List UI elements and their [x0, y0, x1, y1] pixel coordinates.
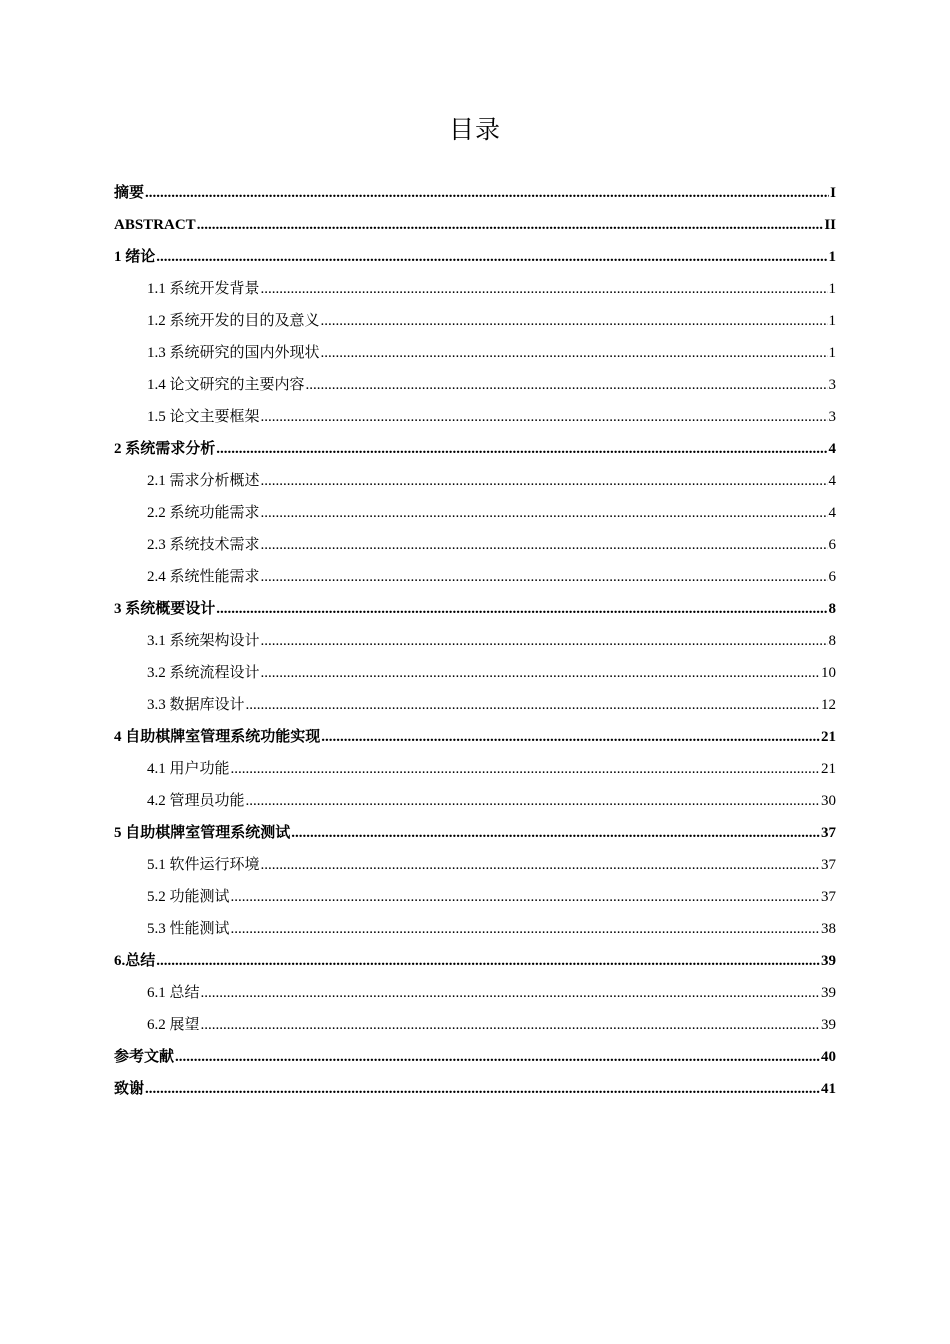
- toc-entry-title: 4.1 用户功能: [147, 761, 230, 777]
- toc-entry-title: 4.2 管理员功能: [147, 793, 245, 809]
- toc-entry[interactable]: [114, 497, 836, 529]
- toc-entry-title: 1.2 系统开发的目的及意义: [147, 313, 320, 329]
- toc-page-number: 39: [821, 1017, 836, 1033]
- dot-leader: [321, 721, 820, 753]
- toc-entry-title: 5 自助棋牌室管理系统测试: [114, 825, 291, 841]
- toc-entry-title: 2.4 系统性能需求: [147, 569, 260, 585]
- dot-leader: [175, 1041, 820, 1073]
- toc-page-number: II: [824, 217, 836, 233]
- toc-page-number: 38: [821, 921, 836, 937]
- toc-page-number: 39: [821, 953, 836, 969]
- toc-entry[interactable]: [114, 1009, 836, 1041]
- toc-entry-title: 3.1 系统架构设计: [147, 633, 260, 649]
- toc-entry[interactable]: [114, 337, 836, 369]
- dot-leader: [201, 1009, 820, 1041]
- dot-leader: [321, 337, 828, 369]
- toc-entry-title: 1.5 论文主要框架: [147, 409, 260, 425]
- dot-leader: [261, 273, 828, 305]
- toc-page-number: 8: [828, 601, 836, 617]
- toc-page-number: 37: [821, 857, 836, 873]
- toc-page-number: 10: [821, 665, 836, 681]
- toc-entry[interactable]: [114, 913, 836, 945]
- toc-entry[interactable]: [114, 177, 836, 209]
- dot-leader: [321, 305, 828, 337]
- toc-page-number: 1: [828, 249, 836, 265]
- dot-leader: [145, 177, 829, 209]
- toc-entry[interactable]: [114, 817, 836, 849]
- toc-page-number: 12: [821, 697, 836, 713]
- toc-page-number: 3: [828, 409, 836, 425]
- dot-leader: [231, 753, 820, 785]
- toc-page-number: 4: [828, 441, 836, 457]
- dot-leader: [261, 465, 828, 497]
- toc-entry-title: 参考文献: [114, 1049, 175, 1065]
- toc-entry[interactable]: [114, 849, 836, 881]
- toc-entry-title: 3.3 数据库设计: [147, 697, 245, 713]
- dot-leader: [156, 241, 827, 273]
- toc-entry[interactable]: [114, 977, 836, 1009]
- dot-leader: [145, 1073, 820, 1105]
- toc-page-number: 4: [828, 505, 836, 521]
- dot-leader: [197, 209, 824, 241]
- toc-entry[interactable]: [114, 881, 836, 913]
- toc-entry-title: 2.3 系统技术需求: [147, 537, 260, 553]
- dot-leader: [156, 945, 820, 977]
- dot-leader: [261, 657, 820, 689]
- dot-leader: [261, 625, 828, 657]
- toc-page-number: 30: [821, 793, 836, 809]
- toc-page-number: 1: [828, 281, 836, 297]
- dot-leader: [261, 849, 820, 881]
- toc-entry[interactable]: [114, 401, 836, 433]
- toc-entry-title: 2 系统需求分析: [114, 441, 216, 457]
- toc-entry[interactable]: [114, 561, 836, 593]
- toc-entry[interactable]: [114, 209, 836, 241]
- toc-page-number: 21: [821, 761, 836, 777]
- toc-entry-title: 5.2 功能测试: [147, 889, 230, 905]
- toc-entry-title: 1.4 论文研究的主要内容: [147, 377, 305, 393]
- toc-entry-title: 摘要: [114, 185, 145, 201]
- dot-leader: [216, 593, 827, 625]
- toc-entry[interactable]: [114, 785, 836, 817]
- toc-entry-title: ABSTRACT: [114, 217, 196, 233]
- toc-entry-title: 3 系统概要设计: [114, 601, 216, 617]
- toc-entry-title: 6.2 展望: [147, 1017, 200, 1033]
- toc-entry-title: 1.1 系统开发背景: [147, 281, 260, 297]
- toc-page-number: 1: [828, 313, 836, 329]
- toc-page-number: 8: [828, 633, 836, 649]
- toc-page-number: 1: [828, 345, 836, 361]
- toc-entry[interactable]: [114, 241, 836, 273]
- toc-page-number: 3: [828, 377, 836, 393]
- toc-entry[interactable]: [114, 657, 836, 689]
- toc-entry-title: 致谢: [114, 1081, 145, 1097]
- dot-leader: [261, 561, 828, 593]
- dot-leader: [246, 689, 820, 721]
- toc-entry[interactable]: [114, 273, 836, 305]
- toc-entry-title: 5.1 软件运行环境: [147, 857, 260, 873]
- toc-entry[interactable]: [114, 593, 836, 625]
- toc-entry[interactable]: [114, 305, 836, 337]
- toc-entry[interactable]: [114, 625, 836, 657]
- toc-page-number: 40: [821, 1049, 836, 1065]
- toc-entry-title: 3.2 系统流程设计: [147, 665, 260, 681]
- toc-page-number: 37: [821, 889, 836, 905]
- toc-page-number: 37: [821, 825, 836, 841]
- toc-page-number: I: [830, 185, 836, 201]
- toc-entry-title: 5.3 性能测试: [147, 921, 230, 937]
- toc-entry[interactable]: [114, 689, 836, 721]
- toc-page-number: 6: [828, 537, 836, 553]
- toc-entry-title: 4 自助棋牌室管理系统功能实现: [114, 729, 321, 745]
- dot-leader: [231, 913, 820, 945]
- dot-leader: [261, 401, 828, 433]
- dot-leader: [201, 977, 820, 1009]
- toc-page-number: 6: [828, 569, 836, 585]
- toc-entry[interactable]: [114, 753, 836, 785]
- dot-leader: [246, 785, 820, 817]
- toc-entry-title: 1.3 系统研究的国内外现状: [147, 345, 320, 361]
- dot-leader: [261, 497, 828, 529]
- toc-entry-title: 1 绪论: [114, 249, 156, 265]
- dot-leader: [306, 369, 828, 401]
- toc-entry[interactable]: [114, 465, 836, 497]
- dot-leader: [261, 529, 828, 561]
- toc-page-number: 39: [821, 985, 836, 1001]
- toc-page-number: 4: [828, 473, 836, 489]
- dot-leader: [231, 881, 820, 913]
- toc-entry-title: 6.总结: [114, 953, 156, 969]
- toc-entry-title: 2.1 需求分析概述: [147, 473, 260, 489]
- dot-leader: [216, 433, 827, 465]
- toc-entry[interactable]: [114, 369, 836, 401]
- toc-entry[interactable]: [114, 1041, 836, 1073]
- toc-entry[interactable]: [114, 529, 836, 561]
- toc-entry[interactable]: [114, 721, 836, 753]
- toc-page-number: 41: [821, 1081, 836, 1097]
- dot-leader: [291, 817, 820, 849]
- toc-entry-title: 2.2 系统功能需求: [147, 505, 260, 521]
- page-title: 目录: [448, 115, 501, 144]
- toc-page-number: 21: [821, 729, 836, 745]
- toc-entry[interactable]: [114, 945, 836, 977]
- toc-entry-title: 6.1 总结: [147, 985, 200, 1001]
- toc-entry[interactable]: [114, 433, 836, 465]
- toc-entry[interactable]: [114, 1073, 836, 1105]
- table-of-contents: [114, 177, 836, 1105]
